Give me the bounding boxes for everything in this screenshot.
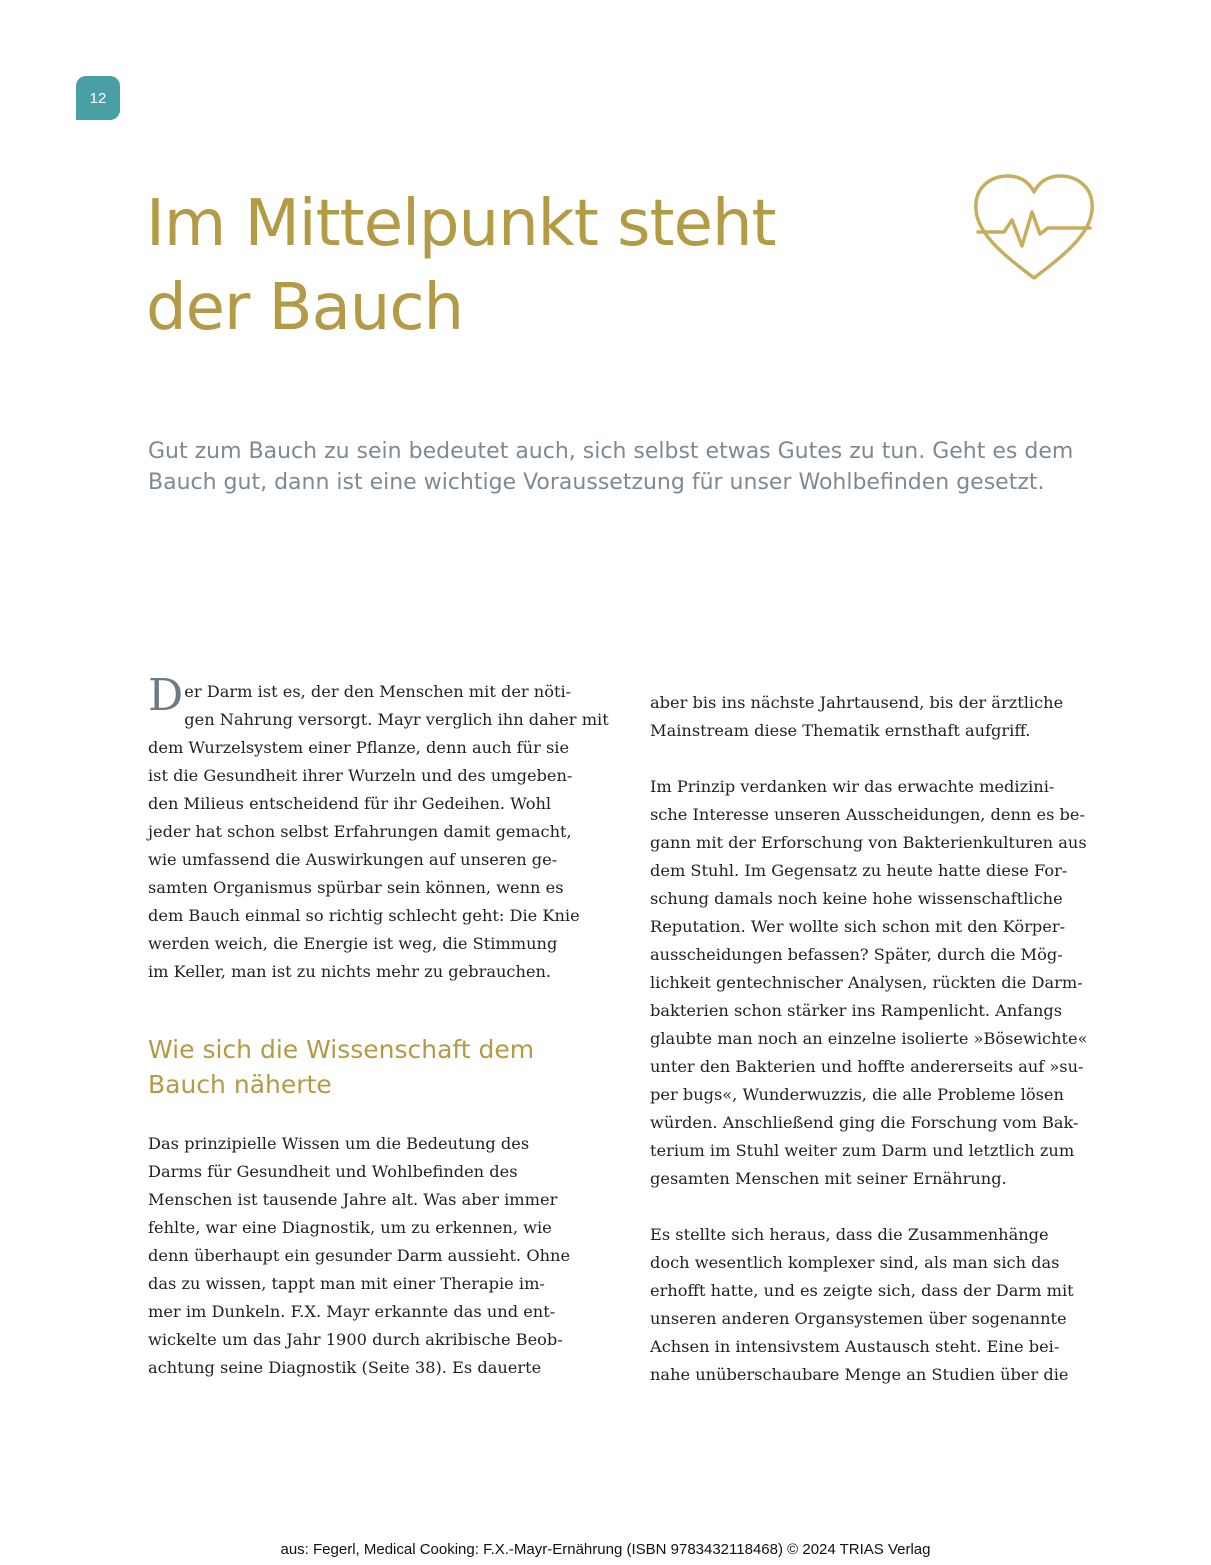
text-line: sche Interesse unseren Ausscheidungen, denn es be- — [650, 805, 1085, 824]
text-line: unseren anderen Organsystemen über sogenannte — [650, 1309, 1067, 1328]
title-line: der Bauch — [146, 271, 464, 345]
text-line: Mainstream diese Thematik ernsthaft aufgriff. — [650, 721, 1031, 740]
intro-text — [148, 436, 1108, 498]
text-line: gesamten Menschen mit seiner Ernährung. — [650, 1169, 1007, 1188]
page-number: 12 — [89, 89, 107, 107]
left-column — [148, 670, 609, 1382]
text-line: wie umfassend die Auswirkungen auf unseren ge- — [148, 850, 558, 869]
text-line: glaubte man noch an einzelne isolierte »Bösewichte« — [650, 1029, 1088, 1048]
section-heading — [148, 1032, 596, 1102]
text-line: per bugs«, Wunderwuzzis, die alle Probleme lösen — [650, 1085, 1064, 1104]
text-line: denn überhaupt ein gesunder Darm aussieht. Ohne — [148, 1246, 571, 1265]
paragraph — [148, 1130, 596, 1382]
text-line: samten Organismus spürbar sein können, wenn es — [148, 878, 564, 897]
text-line: erhofft hatte, und es zeigte sich, dass der Darm mit — [650, 1281, 1074, 1300]
text-line: ausscheidungen befassen? Später, durch die Mög- — [650, 945, 1063, 964]
text-line: gann mit der Erforschung von Bakterienkulturen aus — [650, 833, 1087, 852]
paragraph — [148, 670, 609, 986]
text-line: wickelte um das Jahr 1900 durch akribische Beob- — [148, 1330, 563, 1349]
text-line: ist die Gesundheit ihrer Wurzeln und des umgeben- — [148, 766, 573, 785]
text-line: Es stellte sich heraus, dass die Zusammenhänge — [650, 1225, 1049, 1244]
text-line: lichkeit gentechnischer Analysen, rückten die Darm- — [650, 973, 1083, 992]
text-line: werden weich, die Energie ist weg, die Stimmung — [148, 934, 558, 953]
page-number-tab — [76, 76, 120, 120]
heading-line: Wie sich die Wissenschaft dem — [148, 1035, 535, 1064]
text-line: Das prinzipielle Wissen um die Bedeutung des — [148, 1134, 530, 1153]
copyright-footer: aus: Fegerl, Medical Cooking: F.X.-Mayr-Ernährung (ISBN 9783432118468) © 2024 TRIAS Verlag — [280, 1541, 931, 1558]
text-line: Achsen in intensivstem Austausch steht. Eine bei- — [650, 1337, 1060, 1356]
title-line: Im Mittelpunkt steht — [146, 187, 776, 261]
text-line: Darms für Gesundheit und Wohlbefinden des — [148, 1162, 518, 1181]
text-line: dem Bauch einmal so richtig schlecht geht: Die Knie — [148, 906, 580, 925]
text-line: den Milieus entscheidend für ihr Gedeihen. Wohl — [148, 794, 552, 813]
text-line: bakterien schon stärker ins Rampenlicht. Anfangs — [650, 1001, 1063, 1020]
heart-pulse-icon — [968, 170, 1100, 286]
text-line: würden. Anschließend ging die Forschung vom Bak- — [650, 1113, 1079, 1132]
text-line: er Darm ist es, der den Menschen mit der nöti- — [184, 682, 572, 701]
text-line: aber bis ins nächste Jahrtausend, bis der ärztliche — [650, 693, 1064, 712]
text-line: Menschen ist tausende Jahre alt. Was aber immer — [148, 1190, 558, 1209]
text-line: nahe unüberschaubare Menge an Studien über die — [650, 1365, 1069, 1384]
text-line: jeder hat schon selbst Erfahrungen damit gemacht, — [148, 822, 572, 841]
heading-line: Bauch näherte — [148, 1070, 332, 1099]
paragraph — [650, 689, 1098, 745]
text-line: achtung seine Diagnostik (Seite 38). Es dauerte — [148, 1358, 542, 1377]
text-line: Im Prinzip verdanken wir das erwachte medizini- — [650, 777, 1055, 796]
text-line: dem Stuhl. Im Gegensatz zu heute hatte diese For- — [650, 861, 1068, 880]
page-title — [146, 182, 776, 350]
text-line: fehlte, war eine Diagnostik, um zu erkennen, wie — [148, 1218, 552, 1237]
intro-line: Bauch gut, dann ist eine wichtige Voraussetzung für unser Wohlbefinden gesetzt. — [148, 470, 1045, 495]
text-line: unter den Bakterien und hoffte andererseits auf »su- — [650, 1057, 1084, 1076]
text-line: im Keller, man ist zu nichts mehr zu gebrauchen. — [148, 962, 552, 981]
text-line: dem Wurzelsystem einer Pflanze, denn auch für sie — [148, 738, 570, 757]
text-line: doch wesentlich komplexer sind, als man sich das — [650, 1253, 1060, 1272]
text-line: gen Nahrung versorgt. Mayr verglich ihn daher mit — [184, 710, 609, 729]
text-line: schung damals noch keine hohe wissenschaftliche — [650, 889, 1063, 908]
text-line: Reputation. Wer wollte sich schon mit den Körper- — [650, 917, 1066, 936]
paragraph — [650, 1221, 1098, 1389]
right-column — [650, 689, 1098, 1389]
paragraph — [650, 773, 1098, 1193]
text-line: das zu wissen, tappt man mit einer Therapie im- — [148, 1274, 545, 1293]
text-line: mer im Dunkeln. F.X. Mayr erkannte das und ent- — [148, 1302, 556, 1321]
text-line: terium im Stuhl weiter zum Darm und letztlich zum — [650, 1141, 1075, 1160]
intro-line: Gut zum Bauch zu sein bedeutet auch, sich selbst etwas Gutes zu tun. Geht es dem — [148, 439, 1074, 464]
drop-cap: D — [148, 670, 184, 721]
